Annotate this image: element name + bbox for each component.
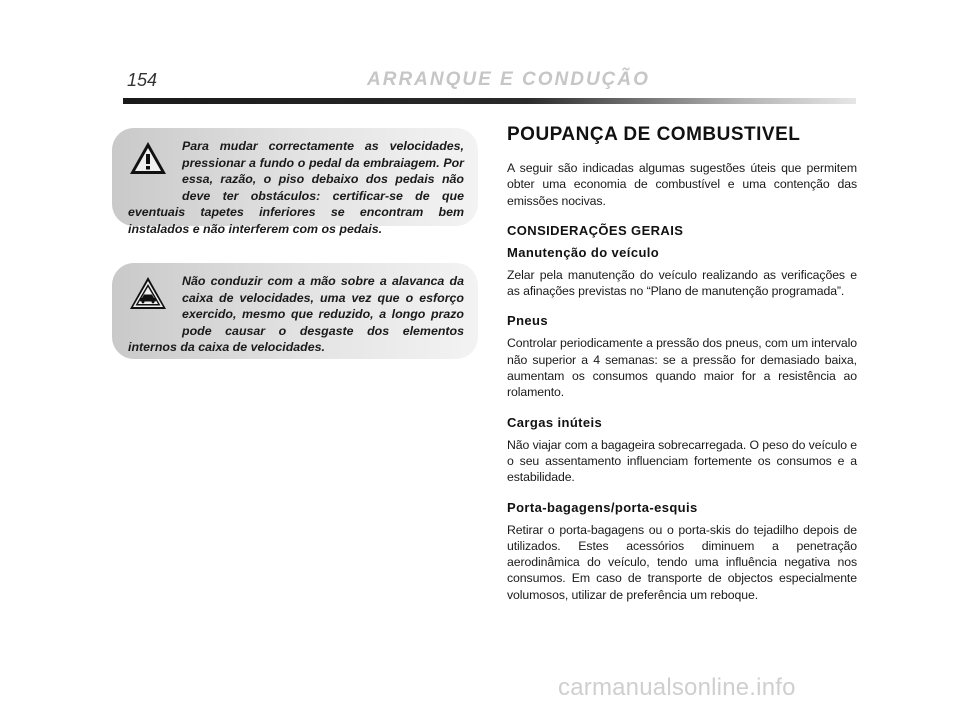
- page-number: 154: [127, 70, 158, 90]
- intro-paragraph: A seguir são indicadas algumas sugestões úteis que permitem obter uma economia de combustível e uma contenção das emissões nocivas.: [507, 161, 857, 208]
- car-warning-icon: [128, 275, 182, 323]
- subsection-heading-tyres: Pneus: [507, 313, 549, 329]
- subsection-text-loads: Não viajar com a bagageira sobrecarregada. O peso do veículo e o seu assentamento influenciam fortemente os consumos e a estabilidade.: [507, 437, 857, 485]
- subsection-heading-loads: Cargas inúteis: [507, 414, 603, 430]
- warning-box-pedals: [112, 128, 478, 236]
- general-considerations-heading: CONSIDERAÇÕES GERAIS: [507, 222, 684, 238]
- subsection-text-tyres: Controlar periodicamente a pressão dos pneus, com um intervalo não superior a 4 semanas: se a pressão for demasiado baixa, aumentam os consumos quando maior for a resistência ao rolamento.: [507, 336, 857, 400]
- warning-box-gear-lever: [112, 263, 478, 359]
- warning-text: Não conduzir com a mão sobre a alavanca da caixa de velocidades, uma vez que o esforço exercido, mesmo que reduzido, a longo prazo pode causar o desgaste dos elementos internos da caixa de velocidades.: [128, 274, 464, 354]
- fuel-economy-section: [507, 124, 857, 617]
- warning-text: Para mudar correctamente as velocidades, pressionar a fundo o pedal da embraiagem. Por essa, razão, o piso debaixo dos pedais não deve ter obstáculos: certificar-se de que eventuais tapetes inferiores se encontram bem instalados e não interferem com os pedais.: [128, 139, 464, 236]
- watermark: carmanualsonline.info: [558, 674, 796, 701]
- warning-triangle-icon: [128, 140, 182, 188]
- subsection-text-maintenance: Zelar pela manutenção do veículo realizando as verificações e as afinações previstas no “Plano de manutenção programada”.: [507, 267, 857, 299]
- section-title: POUPANÇA DE COMBUSTIVEL: [507, 124, 801, 145]
- subsection-text-roof-racks: Retirar o porta-bagagens ou o porta-skis do tejadilho depois de utilizados. Estes acessórios diminuem a penetração aerodinâmica do veículo, tendo uma influência negativa nos consumos. Em caso de transporte de objectos especialmente volumosos, utilizar de preferência um reboque.: [507, 522, 857, 602]
- chapter-title: ARRANQUE E CONDUÇÃO: [367, 69, 650, 90]
- subsection-heading-roof-racks: Porta-bagagens/porta-esquis: [507, 499, 698, 515]
- subsection-heading-maintenance: Manutenção do veículo: [507, 244, 660, 260]
- header-rule: [123, 98, 856, 104]
